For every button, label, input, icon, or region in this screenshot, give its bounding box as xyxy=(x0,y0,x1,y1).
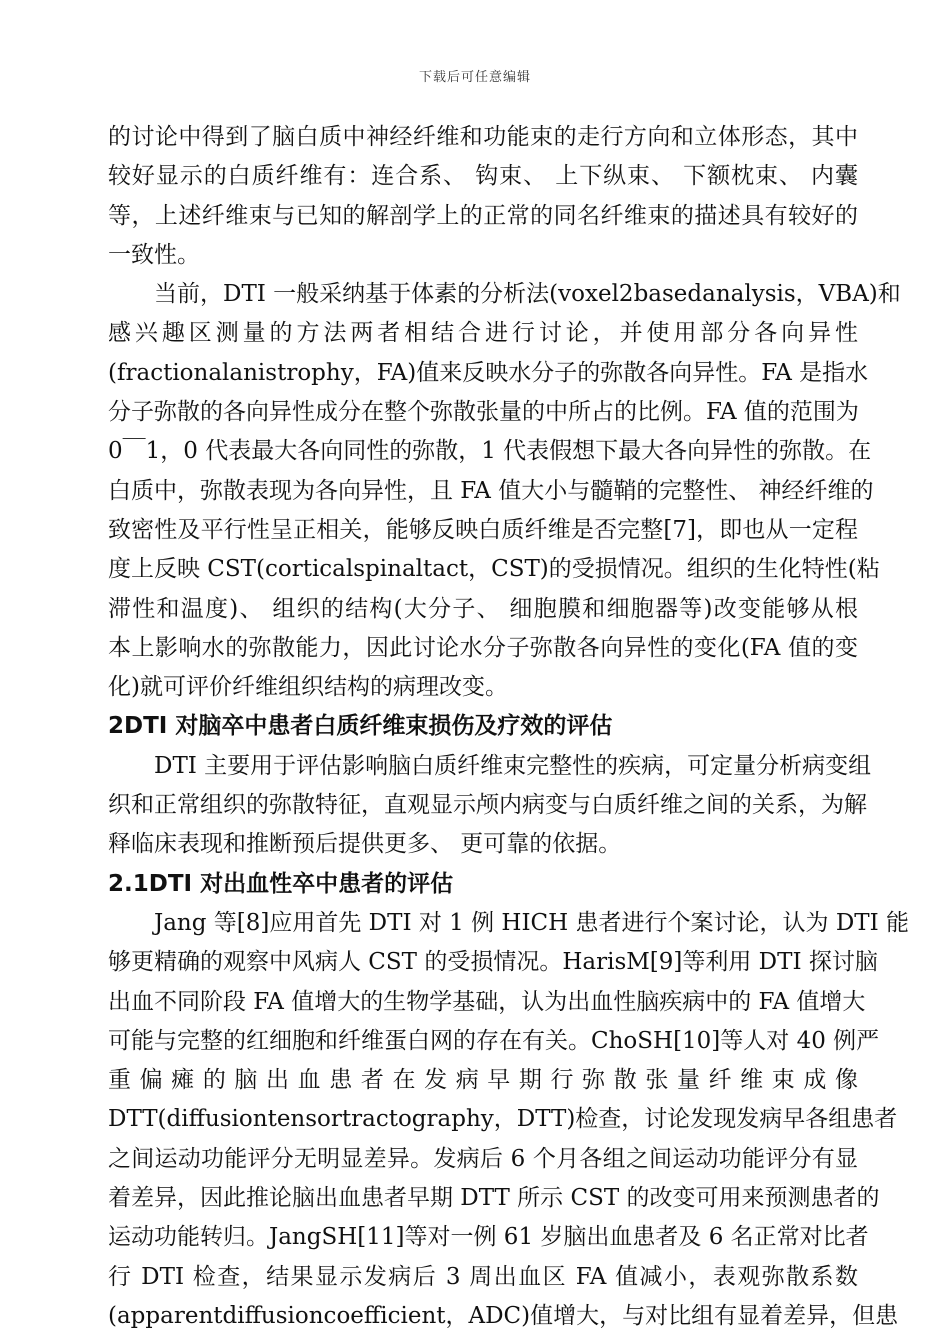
text-line: 度上反映 CST(corticalspinaltact，CST)的受损情况。组织的生化特性(粘 xyxy=(108,556,880,583)
text-line: 着差异，因此推论脑出血患者早期 DTT 所示 CST 的改变可用来预测患者的 xyxy=(108,1185,880,1212)
text-line: DTI 主要用于评估影响脑白质纤维束完整性的疾病，可定量分析病变组 xyxy=(108,752,872,779)
text-line: 滞性和温度)、 组织的结构(大分子、 细胞膜和细胞器等)改变能够从根 xyxy=(108,595,858,622)
text-line: 等，上述纤维束与已知的解剖学上的正常的同名纤维束的描述具有较好的 xyxy=(108,202,858,229)
text-line: 致密性及平行性呈正相关，能够反映白质纤维是否完整[7]，即也从一定程 xyxy=(108,516,858,543)
document-body xyxy=(108,118,910,1336)
text-line: 本上影响水的弥散能力，因此讨论水分子弥散各向异性的变化(FA 值的变 xyxy=(108,634,858,661)
text-line: 行 DTI 检查，结果显示发病后 3 周出血区 FA 值减小，表观弥散系数 xyxy=(108,1263,858,1290)
text-line: 重偏瘫的脑出血患者在发病早期行弥散张量纤维束成像 xyxy=(108,1067,858,1094)
text-line: Jang 等[8]应用首先 DTI 对 1 例 HICH 患者进行个案讨论，认为 DTI 能 xyxy=(108,909,910,936)
text-line: 较好显示的白质纤维有：连合系、 钩束、 上下纵束、 下额枕束、 内囊 xyxy=(108,163,858,190)
text-line: 出血不同阶段 FA 值增大的生物学基础，认为出血性脑疾病中的 FA 值增大 xyxy=(108,988,866,1015)
text-line: (fractionalanistrophy，FA)值来反映水分子的弥散各向异性。FA 是指水 xyxy=(108,359,869,386)
text-line: 感兴趣区测量的方法两者相结合进行讨论，并使用部分各向异性 xyxy=(108,320,858,347)
text-line: 白质中，弥散表现为各向异性，且 FA 值大小与髓鞘的完整性、 神经纤维的 xyxy=(108,477,874,504)
text-line: 分子弥散的各向异性成分在整个弥散张量的中所占的比例。FA 值的范围为 xyxy=(108,399,859,426)
text-line: 0￣1，0 代表最大各向同性的弥散，1 代表假想下最大各向异性的弥散。在 xyxy=(108,438,872,465)
section-heading: 2DTI 对脑卒中患者白质纤维束损伤及疗效的评估 xyxy=(108,713,613,740)
text-line: 之间运动功能评分无明显差异。发病后 6 个月各组之间运动功能评分有显 xyxy=(108,1145,858,1172)
text-line: 可能与完整的红细胞和纤维蛋白网的存在有关。ChoSH[10]等人对 40 例严 xyxy=(108,1027,880,1054)
text-line: (apparentdiffusioncoefficient，ADC)值增大，与对比组有显着差异，但患 xyxy=(108,1302,899,1329)
text-line: 当前，DTI 一般采纳基于体素的分析法(voxel2basedanalysis，VBA)和 xyxy=(108,281,901,308)
text-line: 织和正常组织的弥散特征，直观显示颅内病变与白质纤维之间的关系，为解 xyxy=(108,792,867,819)
text-line: 的讨论中得到了脑白质中神经纤维和功能束的走行方向和立体形态，其中 xyxy=(108,124,858,150)
text-line: 够更精确的观察中风病人 CST 的受损情况。HarisM[9]等利用 DTI 探讨脑 xyxy=(108,949,878,976)
subsection-heading: 2.1DTI 对出血性卒中患者的评估 xyxy=(108,870,454,897)
text-line: 化)就可评价纤维组织结构的病理改变。 xyxy=(108,674,508,701)
page-header: 下载后可任意编辑 xyxy=(418,70,531,85)
text-line: DTT(diffusiontensortractography，DTT)检查，讨论发现发病早各组患者 xyxy=(108,1106,898,1133)
text-line: 释临床表现和推断预后提供更多、 更可靠的依据。 xyxy=(108,831,622,858)
text-line: 运动功能转归。JangSH[11]等对一例 61 岁脑出血患者及 6 名正常对比者 xyxy=(108,1224,869,1251)
text-line: 一致性。 xyxy=(108,241,200,268)
